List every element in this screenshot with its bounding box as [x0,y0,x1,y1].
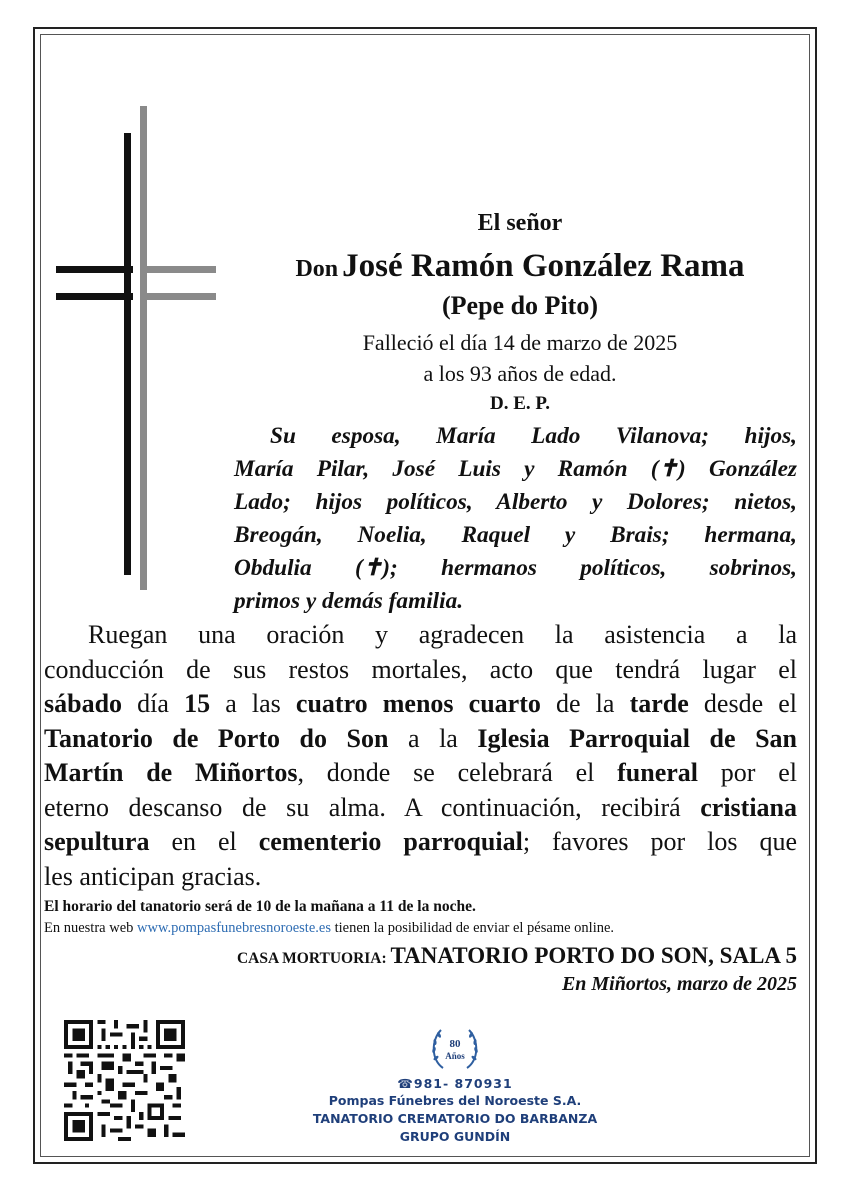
nickname: (Pepe do Pito) [442,291,598,320]
family-line: Su esposa, María Lado Vilanova; hijos, [270,423,797,449]
family-list [234,420,797,618]
dep: D. E. P. [489,393,550,414]
ceremony-line: Tanatorio de Porto do Son a la Iglesia Parroquial de San [44,723,797,753]
family-line: Breogán, Noelia, Raquel y Brais; hermana, [234,522,797,548]
group-name: GRUPO GUNDÍN [399,1129,511,1144]
ceremony-line: Ruegan una oración y agradecen la asistencia a la [88,620,797,649]
cross-gray-horizontal [140,266,216,273]
logo-years: Años [445,1051,465,1061]
family-line: María Pilar, José Luis y Ramón (✝) González [234,456,797,482]
cross-gray-vertical [140,106,147,590]
cross-black-horizontal-lower [56,293,133,300]
cross-black-vertical [124,133,131,575]
anniversary-logo-icon [425,1022,485,1074]
family-line: primos y demás familia. [234,588,464,614]
cross-black-horizontal [56,266,133,273]
logo-number: 80 [449,1038,461,1050]
ceremony-line: conducción de sus restos mortales, acto que tendrá lugar el [44,654,797,684]
title-prefix: El señor [477,210,563,236]
honorific: Don [295,256,339,282]
web-note: En nuestra web www.pompasfunebresnoroeste.es tienen la posibilidad de enviar el pésame online. [44,920,615,936]
age: a los 93 años de edad. [423,361,617,386]
ceremony-line: eterno descanso de su alma. A continuación, recibirá cristiana [44,792,797,822]
cross-gray-horizontal-lower [140,293,216,300]
deceased-name: José Ramón González Rama [342,248,745,284]
wake-hours: El horario del tanatorio será de 10 de la mañana a 11 de la noche. [44,898,476,915]
death-date: Falleció el día 14 de marzo de 2025 [362,330,678,355]
website-link[interactable]: www.pompasfunebresnoroeste.es [137,920,331,936]
ceremony-text [44,618,797,894]
funeral-home-label: CASA MORTUORIA: [236,950,391,967]
company-name: Pompas Fúnebres del Noroeste S.A. [328,1093,582,1108]
family-line: Obdulia (✝); hermanos políticos, sobrinos, [234,555,797,581]
funeral-home-value: TANATORIO PORTO DO SON, SALA 5 [390,943,797,968]
qr-code-icon[interactable] [64,1020,185,1141]
ceremony-line: sepultura en el cementerio parroquial; favores por los que [44,827,798,856]
phone-number: ☎981- 870931 [397,1076,513,1091]
family-line: Lado; hijos políticos, Alberto y Dolores; nietos, [234,489,797,515]
ceremony-line: les anticipan gracias. [44,861,262,891]
deceased-name-line [225,248,815,285]
ceremony-line: Martín de Miñortos, donde se celebrará el funeral por el [44,758,798,787]
funeral-home [237,943,797,969]
ceremony-line: sábado día 15 a las cuatro menos cuarto de la tarde desde el [44,689,798,718]
crematorium-name: TANATORIO CREMATORIO DO BARBANZA [312,1111,598,1126]
place-date: En Miñortos, marzo de 2025 [561,973,797,995]
